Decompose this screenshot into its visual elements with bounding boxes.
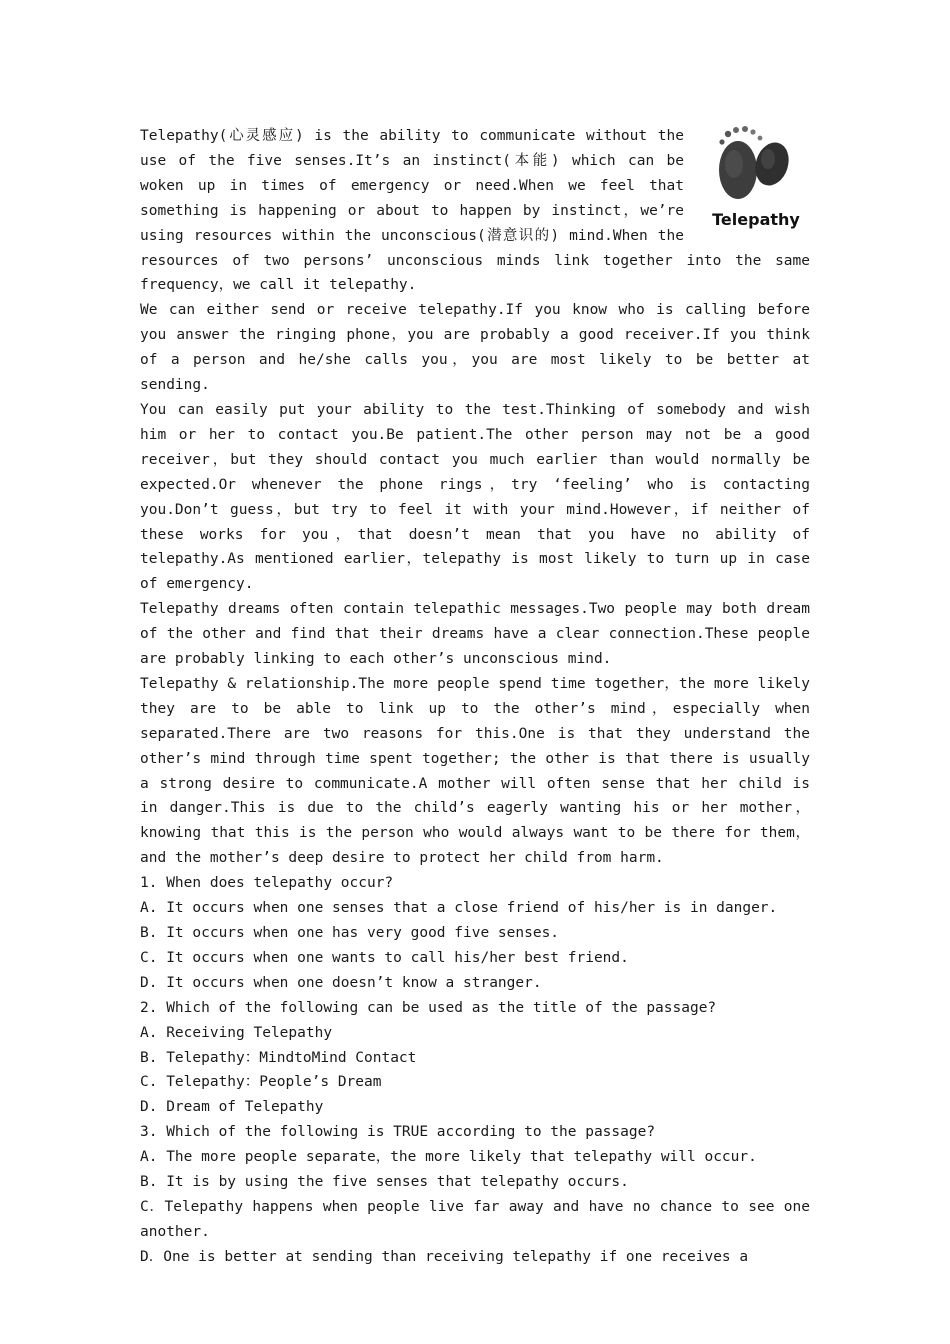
option-d: D. Dream of Telepathy: [140, 1099, 324, 1116]
question-stem: 3. Which of the following is TRUE according to the passage?: [140, 1124, 656, 1141]
option-d: D. It occurs when one doesn’t know a stranger.: [140, 974, 542, 991]
option-a: A. The more people separate，the more likely that telepathy will occur.: [140, 1149, 757, 1166]
question-stem: 1. When does telepathy occur?: [140, 875, 394, 892]
question-1: [140, 871, 810, 996]
option-c: C. It occurs when one wants to call his/her best friend.: [140, 949, 629, 966]
paragraph-2: We can either send or receive telepathy.If you know who is calling before you answer the ringing phone，you are probably a good receiver.If you think of a person and he/she calls you，you are most likely to be better at sending.: [140, 302, 810, 394]
option-b: B. It occurs when one has very good five senses.: [140, 925, 560, 941]
paragraph-1: Telepathy(心灵感应) is the ability to communicate without the use of the five senses.It’s an instinct(本能) which can be woken up in times of emergency or need.When we feel that something is happening or about to happen by instinct，we’re using resources within the unconscious(潜意识的) mind.When the resources of two persons’ unconscious minds link together into the same frequency，we call it telepathy.: [140, 128, 810, 294]
paragraph-5: Telepathy & relationship.The more people spend time together，the more likely they are to be able to link up to the other’s mind，especially when separated.There are two reasons for this.One is that they understand the other’s mind through time spent together; the other is that there is usually a strong desire to communicate.A mother will often sense that her child is in danger.This is due to the child’s eagerly wanting his or her mother，knowing that this is the person who would always want to be there for them，and the mother’s deep desire to protect her child from harm.: [140, 675, 810, 867]
paragraph-3: You can easily put your ability to the test.Thinking of somebody and wish him or her to contact you.Be patient.The other person may not be a good receiver，but they should contact you much earlier than would normally be expected.Or whenever the phone rings，try ‘feeling’ who is contacting you.Don’t guess，but try to feel it with your mind.However，if neither of these works for you，that doesn’t mean that you have no ability of telepathy.As mentioned earlier，telepathy is most likely to turn up in case of emergency.: [140, 401, 810, 593]
option-a: A. Receiving Telepathy: [140, 1024, 333, 1041]
option-c: C. Telepathy：People’s Dream: [140, 1074, 382, 1091]
telepathy-figure: [702, 124, 810, 242]
paragraph-4: Telepathy dreams often contain telepathic messages.Two people may both dream of the other and find that their dreams have a clear connection.These people are probably linking to each other’s unconscious mind.: [140, 601, 810, 668]
option-c: C．Telepathy happens when people live far away and have no chance to see one another.: [140, 1198, 810, 1240]
option-d: D．One is better at sending than receiving telepathy if one receives a: [140, 1248, 749, 1265]
option-b: B. Telepathy：MindtoMind Contact: [140, 1049, 417, 1066]
footprints-icon: [702, 124, 810, 208]
option-a: A. It occurs when one senses that a close friend of his/her is in danger.: [140, 900, 778, 917]
figure-caption: Telepathy: [712, 210, 800, 229]
question-2: [140, 996, 810, 1121]
question-3: [140, 1120, 810, 1269]
document-page: [140, 124, 810, 1270]
option-b: B. It is by using the five senses that telepathy occurs.: [140, 1174, 629, 1191]
question-stem: 2. Which of the following can be used as the title of the passage?: [140, 999, 717, 1016]
